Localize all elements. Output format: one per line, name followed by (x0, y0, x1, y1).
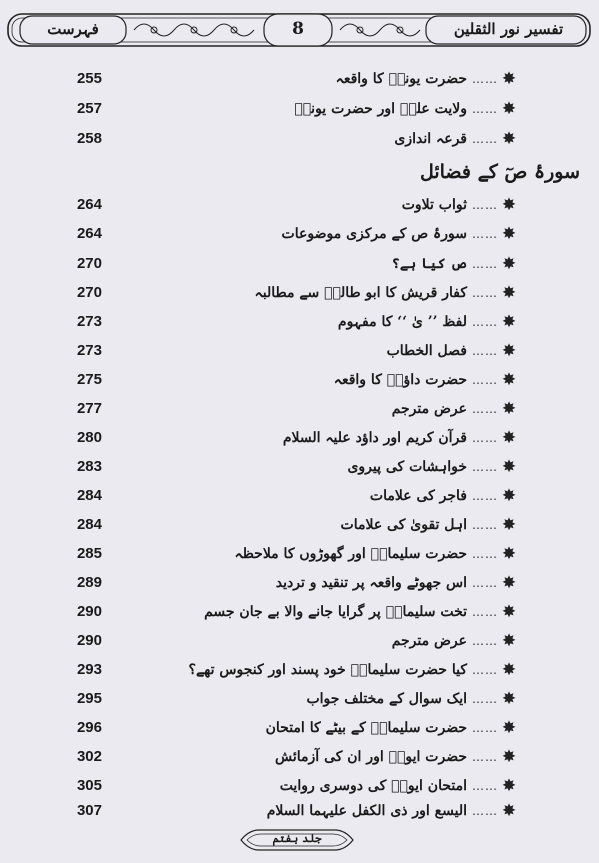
page-footer (237, 826, 357, 854)
toc-page-number: 283 (76, 458, 102, 475)
toc-page-number: 295 (76, 690, 102, 707)
toc-entry[interactable] (0, 397, 599, 421)
toc-entry[interactable] (0, 310, 599, 334)
star-bullet-icon: ✸ (501, 457, 517, 477)
star-bullet-icon: ✸ (501, 776, 517, 796)
toc-entry[interactable] (0, 484, 599, 508)
toc-page-number: 296 (76, 719, 102, 736)
toc-entry[interactable] (0, 368, 599, 392)
dotted-leader: …… (472, 373, 498, 387)
star-bullet-icon: ✸ (501, 99, 517, 119)
star-bullet-icon: ✸ (501, 341, 517, 361)
toc-entry-title: کفار قریش کا ابو طالبؑ سے مطالبہ (254, 285, 467, 301)
dotted-leader: …… (472, 721, 498, 735)
toc-entry-title: فصل الخطاب (386, 343, 467, 359)
dotted-leader: …… (472, 663, 498, 677)
toc-page-number: 284 (76, 516, 102, 533)
toc-entry-title: تخت سلیمانؑ پر گرایا جانے والا بے جان جسم (204, 604, 467, 620)
toc-page-number: 305 (76, 777, 102, 794)
toc-page-number: 277 (76, 400, 102, 417)
toc-entry[interactable] (0, 542, 599, 566)
dotted-leader: …… (472, 489, 498, 503)
toc-entry-title: حضرت داؤدؑ کا واقعہ (333, 372, 467, 388)
toc-page-number: 284 (76, 487, 102, 504)
toc-entry-title: عرض مترجم (391, 401, 467, 417)
toc-entry-title: اس جھوٹے واقعہ پر تنقید و تردید (275, 575, 467, 591)
star-bullet-icon: ✸ (501, 801, 517, 821)
toc-page-number: 302 (76, 748, 102, 765)
dotted-leader: …… (472, 605, 498, 619)
toc-page-number: 264 (76, 225, 102, 242)
dotted-leader: …… (472, 518, 498, 532)
dotted-leader: …… (472, 750, 498, 764)
toc-entry-title: امتحان ایوبؑ کی دوسری روایت (279, 778, 467, 794)
toc-entry[interactable] (0, 67, 599, 91)
star-bullet-icon: ✸ (501, 486, 517, 506)
toc-entry[interactable] (0, 97, 599, 121)
dotted-leader: …… (472, 286, 498, 300)
toc-page-number: 275 (76, 371, 102, 388)
toc-entry-title: قرآن کریم اور داؤد علیہ السلام (282, 430, 467, 446)
star-bullet-icon: ✸ (501, 312, 517, 332)
toc-page-number: 270 (76, 284, 102, 301)
dotted-leader: …… (472, 460, 498, 474)
toc-entry[interactable] (0, 127, 599, 151)
page-header (6, 8, 592, 52)
star-bullet-icon: ✸ (501, 515, 517, 535)
toc-entry[interactable] (0, 799, 599, 823)
toc-entry[interactable] (0, 774, 599, 798)
star-bullet-icon: ✸ (501, 224, 517, 244)
dotted-leader: …… (472, 72, 498, 86)
toc-page-number: 293 (76, 661, 102, 678)
toc-entry-title: کیا حضرت سلیمانؑ خود پسند اور کنجوس تھے؟ (188, 662, 467, 678)
toc-page-number: 264 (76, 196, 102, 213)
dotted-leader: …… (472, 227, 498, 241)
toc-entry[interactable] (0, 658, 599, 682)
toc-entry[interactable] (0, 687, 599, 711)
star-bullet-icon: ✸ (501, 631, 517, 651)
toc-page-number: 290 (76, 603, 102, 620)
star-bullet-icon: ✸ (501, 399, 517, 419)
toc-entry-title: قرعہ اندازی (394, 131, 467, 147)
section-heading: سورۂ صٓ کے فضائل (419, 161, 580, 183)
toc-entry-title: حضرت یونسؑ کا واقعہ (335, 71, 467, 87)
toc-page-number: 280 (76, 429, 102, 446)
toc-entry-title: ثواب تلاوت (401, 197, 467, 213)
star-bullet-icon: ✸ (501, 544, 517, 564)
toc-entry-title: حضرت ایوبؑ اور ان کی آزمائش (275, 749, 467, 765)
toc-entry[interactable] (0, 600, 599, 624)
toc-entry-title: ولایت علیؑ اور حضرت یونسؑ (294, 101, 467, 117)
dotted-leader: …… (472, 132, 498, 146)
toc-entry[interactable] (0, 339, 599, 363)
toc-entry[interactable] (0, 252, 599, 276)
volume-label: جلد ہفتم (272, 832, 322, 845)
star-bullet-icon: ✸ (501, 747, 517, 767)
toc-entry-title: سورۂ ص کے مرکزی موضوعات (281, 226, 467, 242)
toc-entry[interactable] (0, 629, 599, 653)
toc-entry-title: الیسع اور ذی الکفل علیہما السلام (266, 803, 467, 819)
toc-entry[interactable] (0, 571, 599, 595)
header-book-title: تفسیر نور الثقلین (453, 20, 564, 38)
header-page-number: 8 (292, 19, 304, 39)
star-bullet-icon: ✸ (501, 689, 517, 709)
toc-entry-title: ص کیا ہے؟ (391, 256, 467, 272)
toc-page-number: 257 (76, 100, 102, 117)
toc-entry[interactable] (0, 716, 599, 740)
toc-entry-title: لفظ ’’ یٰ ‘‘ کا مفہوم (337, 314, 467, 330)
toc-page-number: 290 (76, 632, 102, 649)
dotted-leader: …… (472, 198, 498, 212)
toc-page-number: 273 (76, 313, 102, 330)
dotted-leader: …… (472, 547, 498, 561)
dotted-leader: …… (472, 257, 498, 271)
toc-entry[interactable] (0, 455, 599, 479)
toc-page-number: 285 (76, 545, 102, 562)
toc-entry-title: خواہشات کی پیروی (347, 459, 467, 475)
star-bullet-icon: ✸ (501, 129, 517, 149)
star-bullet-icon: ✸ (501, 660, 517, 680)
toc-page-number: 273 (76, 342, 102, 359)
toc-page-number: 255 (76, 70, 102, 87)
dotted-leader: …… (472, 402, 498, 416)
dotted-leader: …… (472, 779, 498, 793)
toc-page-number: 307 (76, 802, 102, 819)
dotted-leader: …… (472, 102, 498, 116)
toc-entry-title: اہل تقویٰ کی علامات (340, 517, 467, 533)
dotted-leader: …… (472, 315, 498, 329)
toc-page-number: 258 (76, 130, 102, 147)
toc-entry[interactable] (0, 193, 599, 217)
toc-entry[interactable] (0, 426, 599, 450)
toc-entry-title: ایک سوال کے مختلف جواب (306, 691, 467, 707)
dotted-leader: …… (472, 344, 498, 358)
star-bullet-icon: ✸ (501, 428, 517, 448)
toc-entry-title: حضرت سلیمانؑ کے بیٹے کا امتحان (265, 720, 467, 736)
toc-entry[interactable] (0, 745, 599, 769)
dotted-leader: …… (472, 576, 498, 590)
header-section-label: فہرست (47, 20, 99, 38)
toc-entry[interactable] (0, 281, 599, 305)
star-bullet-icon: ✸ (501, 69, 517, 89)
dotted-leader: …… (472, 692, 498, 706)
star-bullet-icon: ✸ (501, 718, 517, 738)
dotted-leader: …… (472, 634, 498, 648)
toc-entry-title: فاجر کی علامات (369, 488, 467, 504)
toc-page-number: 270 (76, 255, 102, 272)
dotted-leader: …… (472, 804, 498, 818)
toc-entry-title: عرض مترجم (391, 633, 467, 649)
star-bullet-icon: ✸ (501, 254, 517, 274)
star-bullet-icon: ✸ (501, 195, 517, 215)
star-bullet-icon: ✸ (501, 602, 517, 622)
star-bullet-icon: ✸ (501, 573, 517, 593)
toc-entry[interactable] (0, 222, 599, 246)
star-bullet-icon: ✸ (501, 283, 517, 303)
star-bullet-icon: ✸ (501, 370, 517, 390)
dotted-leader: …… (472, 431, 498, 445)
toc-entry[interactable] (0, 513, 599, 537)
toc-page-number: 289 (76, 574, 102, 591)
toc-entry-title: حضرت سلیمانؑ اور گھوڑوں کا ملاحظہ (234, 546, 467, 562)
